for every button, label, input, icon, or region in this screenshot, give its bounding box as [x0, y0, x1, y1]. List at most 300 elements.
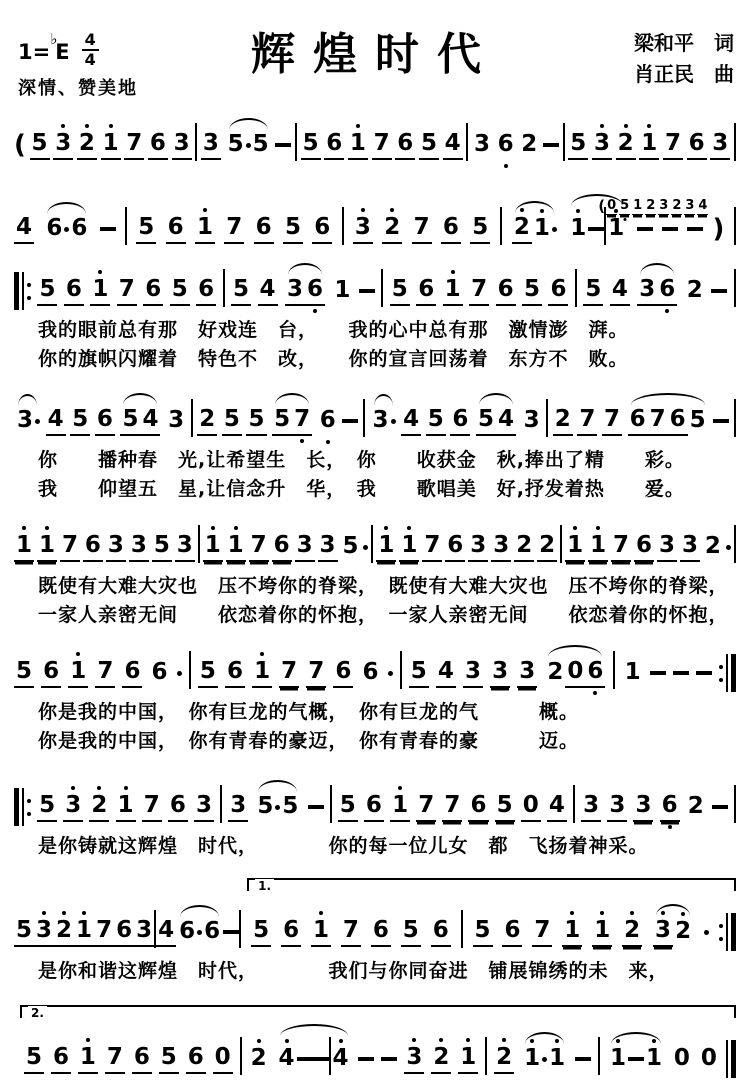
- note: 6: [628, 406, 648, 436]
- note: 1: [633, 198, 643, 213]
- note: 3: [172, 130, 192, 160]
- note: 5: [282, 793, 299, 819]
- note: 7: [60, 532, 80, 562]
- lyric-line: 我 仰望五 星,让信念升 华， 我 歌唱美 好,抒发着热 爱。: [38, 478, 685, 500]
- composer: 肖正民 曲: [634, 62, 734, 86]
- barline: [363, 399, 365, 443]
- dash: [381, 1057, 397, 1061]
- note: 6: [46, 215, 63, 241]
- barline: [125, 207, 127, 251]
- note: 6: [634, 532, 654, 562]
- note: 3: [175, 532, 195, 562]
- slur-arc: [370, 407, 397, 435]
- note: 5: [257, 793, 274, 819]
- barline: [546, 399, 548, 443]
- note: 2: [54, 917, 74, 947]
- note: 3: [710, 130, 730, 160]
- note: 7: [306, 658, 326, 688]
- note: 7: [95, 658, 115, 688]
- augmentation-dot: [363, 545, 368, 550]
- key-and-meter: [18, 29, 99, 69]
- note: 0: [700, 1045, 717, 1071]
- note: 3: [285, 276, 305, 306]
- barline: [295, 123, 297, 167]
- note-row: [14, 907, 736, 957]
- repeat-barline: [719, 654, 736, 692]
- augmentation-dot: [35, 419, 40, 424]
- dash: [342, 419, 358, 423]
- note: 3: [581, 792, 601, 822]
- note: 1: [390, 792, 410, 822]
- note-row: [14, 782, 736, 832]
- note: 3: [53, 130, 73, 160]
- barline: [198, 525, 200, 569]
- note: 3: [607, 792, 627, 822]
- music-system: [14, 197, 736, 254]
- dash: [359, 289, 375, 293]
- repeat-dots-icon: [27, 799, 31, 816]
- note: 7: [577, 406, 597, 436]
- note: 3: [680, 532, 700, 562]
- barline: [613, 651, 615, 695]
- barline: [598, 1037, 600, 1081]
- note: 7: [341, 917, 361, 947]
- note: 0: [213, 1044, 233, 1074]
- note: 6: [151, 659, 168, 685]
- note: 1: [226, 532, 246, 562]
- note: 5: [522, 276, 542, 306]
- barline: [240, 1037, 242, 1081]
- note: 3: [685, 198, 695, 213]
- note: 6: [186, 1044, 206, 1074]
- note: 7: [416, 792, 436, 822]
- note: 5: [252, 131, 269, 157]
- note: 3: [592, 130, 612, 160]
- note: 5: [689, 407, 706, 433]
- barline: [734, 269, 736, 313]
- note: 6: [687, 130, 707, 160]
- note: 3: [17, 407, 34, 433]
- note: 6: [333, 658, 353, 688]
- note-row: [14, 522, 736, 572]
- slur-arc: [652, 917, 694, 947]
- slur-arc: [627, 406, 709, 436]
- barline: [195, 123, 197, 167]
- augmentation-dot: [704, 930, 709, 935]
- note: 1: [399, 532, 419, 562]
- note: 3: [194, 792, 214, 822]
- note: 2: [675, 918, 692, 944]
- note: 6: [468, 792, 488, 822]
- lyric-line: 是你铸就这辉煌 时代， 你的每一位儿女 都 飞扬着神采。: [38, 835, 649, 857]
- flat-icon: ♭: [50, 29, 58, 48]
- note: 6: [83, 532, 103, 562]
- note: 4: [140, 406, 160, 436]
- note: 5: [37, 276, 57, 306]
- dash: [313, 1057, 329, 1061]
- note: 6: [371, 917, 391, 947]
- note: 2: [512, 214, 532, 244]
- note: 1: [348, 130, 368, 160]
- music-system: [14, 522, 736, 630]
- note: 1: [252, 658, 272, 688]
- note: 3: [168, 407, 185, 433]
- barline: [734, 123, 736, 167]
- note: 6: [362, 659, 379, 685]
- note: 7: [105, 1044, 125, 1074]
- note: 3: [134, 917, 154, 947]
- dash: [275, 143, 291, 147]
- repeat-dots-icon: [719, 924, 723, 941]
- note: 6: [51, 1044, 71, 1074]
- slur-arc: [254, 793, 301, 821]
- note: 6: [660, 792, 680, 822]
- barline: [726, 1040, 736, 1078]
- barline: [560, 525, 562, 569]
- note: 1: [443, 276, 463, 306]
- note: 6: [548, 276, 568, 306]
- note: 3: [34, 917, 54, 947]
- note: 5: [159, 1044, 179, 1074]
- music-system: [14, 648, 736, 756]
- dash: [712, 805, 728, 809]
- dash: [662, 227, 678, 231]
- barline: [461, 910, 463, 954]
- slur-arc: [475, 406, 517, 436]
- slur-arc: [567, 197, 708, 251]
- repeat-dots-icon: [27, 283, 31, 300]
- note: 0: [521, 792, 541, 822]
- dash: [358, 1057, 374, 1061]
- note: 3: [657, 532, 677, 562]
- note: 4: [401, 406, 421, 436]
- key-signature: 1=♭E: [18, 29, 70, 64]
- note: 6: [324, 130, 344, 160]
- dash: [543, 143, 559, 147]
- note: 3: [463, 658, 483, 688]
- note: 7: [648, 406, 668, 436]
- note: 1: [624, 659, 641, 685]
- note: 1: [68, 658, 88, 688]
- lyricist: 梁和平 词: [634, 31, 734, 55]
- lyric-line: 你是我的中国， 你有青春的豪迈， 你有青春的豪 迈。: [38, 730, 580, 752]
- note: 1: [311, 917, 331, 947]
- note: 1: [74, 917, 94, 947]
- note: 3: [404, 1044, 424, 1074]
- note: 6: [71, 215, 88, 241]
- barline: [734, 785, 736, 829]
- note: 6: [166, 214, 186, 244]
- note: 7: [279, 658, 299, 688]
- note: 6: [204, 918, 221, 944]
- slur-arc: [521, 1045, 568, 1073]
- note: 3: [653, 917, 673, 947]
- note: 1: [101, 130, 121, 160]
- note: 1: [608, 215, 625, 241]
- note: 6: [179, 918, 196, 944]
- augmentation-dot: [388, 671, 393, 676]
- note: 5: [476, 406, 496, 436]
- note: 1: [116, 792, 136, 822]
- note: 3: [353, 214, 373, 244]
- note: 1: [376, 532, 396, 562]
- note: 3: [106, 532, 126, 562]
- note: 5: [338, 792, 358, 822]
- note: 6: [497, 131, 514, 157]
- note: 2: [514, 532, 534, 562]
- music-system: [14, 266, 736, 374]
- note: 7: [224, 214, 244, 244]
- note: 5: [583, 276, 603, 306]
- barline: [330, 785, 332, 829]
- note: 3: [129, 532, 149, 562]
- note: 5: [426, 406, 446, 436]
- dash: [687, 227, 703, 231]
- note: 1: [37, 532, 57, 562]
- note: 5: [152, 532, 172, 562]
- note: 1: [565, 532, 585, 562]
- note: 4: [436, 658, 456, 688]
- slur-arc: [14, 407, 41, 435]
- note: 6: [114, 917, 134, 947]
- note: 3: [228, 792, 248, 822]
- repeat-barline: [14, 272, 31, 310]
- note-row: [14, 648, 736, 698]
- note: 6: [668, 406, 688, 436]
- barline: [371, 525, 373, 569]
- augmentation-dot: [177, 671, 182, 676]
- dash: [673, 671, 689, 675]
- note: 6: [319, 407, 336, 433]
- note: 3: [491, 532, 511, 562]
- note: 7: [469, 276, 489, 306]
- lyric-line: 你是我的中国， 你有巨龙的气概， 你有巨龙的气 概。: [38, 701, 580, 723]
- note: 6: [364, 792, 384, 822]
- note: 3: [318, 532, 338, 562]
- slur-arc: [544, 658, 606, 688]
- augmentation-dot: [391, 419, 396, 424]
- barline: [381, 269, 383, 313]
- volta-bracket: [24, 1037, 736, 1081]
- dash: [308, 805, 324, 809]
- slur-arc: [225, 131, 272, 159]
- barline: [500, 207, 502, 251]
- augmentation-dot: [552, 227, 557, 232]
- note: 6: [254, 214, 274, 244]
- note: 3: [523, 407, 540, 433]
- note: 5: [14, 658, 34, 688]
- barline: [734, 525, 736, 569]
- barline: [223, 269, 225, 313]
- dash: [713, 419, 729, 423]
- note: 0: [607, 198, 617, 213]
- note: 3: [295, 532, 315, 562]
- note: 3: [372, 407, 389, 433]
- dash: [297, 1057, 313, 1061]
- note: 5: [409, 658, 429, 688]
- note: 5: [14, 917, 34, 947]
- score-body: [14, 120, 736, 1084]
- note: 1: [562, 917, 582, 947]
- slur-arc: [276, 1037, 352, 1081]
- note: 2: [547, 659, 564, 685]
- note: 1: [14, 532, 34, 562]
- note: 1: [570, 215, 587, 241]
- barline: [734, 399, 736, 443]
- note: 5: [222, 406, 242, 436]
- dash: [223, 930, 239, 934]
- note: 5: [227, 131, 244, 157]
- repeat-dots-icon: [719, 665, 723, 682]
- dash: [637, 227, 653, 231]
- slur-arc: [284, 276, 326, 306]
- note: 5: [390, 276, 410, 306]
- note: 6: [445, 532, 465, 562]
- note: 5: [620, 198, 630, 213]
- music-system: [14, 782, 736, 861]
- note: 6: [168, 792, 188, 822]
- note: 7: [611, 532, 631, 562]
- note: 3: [517, 658, 537, 688]
- barline: [573, 785, 575, 829]
- note: 2: [77, 130, 97, 160]
- repeat-barline: [719, 913, 736, 951]
- note: 2: [686, 277, 703, 303]
- note: 7: [532, 917, 552, 947]
- parenthesis: (: [598, 197, 606, 215]
- repeat-barline: [14, 788, 31, 826]
- note: 5: [419, 130, 439, 160]
- barline: [575, 269, 577, 313]
- note-row: [14, 266, 736, 316]
- note: 6: [41, 658, 61, 688]
- note: 5: [495, 792, 515, 822]
- note: 4: [332, 1045, 349, 1071]
- note: 5: [30, 130, 50, 160]
- note: 6: [95, 406, 115, 436]
- music-system: [14, 396, 736, 504]
- note: 1: [203, 532, 223, 562]
- note: 6: [281, 917, 301, 947]
- note: 3: [633, 792, 653, 822]
- note: 1: [334, 277, 351, 303]
- dash: [575, 1057, 591, 1061]
- note: 7: [422, 532, 442, 562]
- note: 1: [609, 1045, 626, 1071]
- note: 3: [490, 658, 510, 688]
- note: 3: [659, 198, 669, 213]
- note: 7: [292, 406, 312, 436]
- note: 4: [14, 214, 34, 244]
- note: 4: [46, 406, 66, 436]
- note: 1: [549, 1045, 566, 1071]
- tempo-marking: 深情、赞美地: [18, 78, 138, 99]
- note: 2: [250, 1045, 267, 1071]
- note: 5: [301, 130, 321, 160]
- note: 1: [195, 214, 215, 244]
- note: 2: [537, 532, 557, 562]
- dash: [588, 227, 604, 231]
- note: 2: [431, 1044, 451, 1074]
- slur-arc: [176, 918, 223, 946]
- time-signature: 4 4: [82, 32, 99, 68]
- dash: [100, 227, 116, 231]
- barline: [400, 651, 402, 695]
- note: 5: [401, 917, 421, 947]
- note: 6: [132, 1044, 152, 1074]
- note: 3: [473, 131, 490, 157]
- credits: [634, 28, 734, 90]
- note: 6: [496, 276, 516, 306]
- slur-arc: [271, 406, 313, 436]
- dash: [628, 1057, 644, 1061]
- lyric-line: 一家人亲密无间 依恋着你的怀抱， 一家人亲密无间 依恋着你的怀抱，: [38, 604, 729, 626]
- note: 1: [639, 130, 659, 160]
- note: 5: [272, 406, 292, 436]
- note: 5: [283, 214, 303, 244]
- note: 1: [588, 532, 608, 562]
- note: 6: [441, 214, 461, 244]
- note: 3: [468, 532, 488, 562]
- note: 7: [249, 532, 269, 562]
- lyric-line: 既使有大难大灾也 压不垮你的脊梁， 既使有大难大灾也 压不垮你的脊梁，: [38, 575, 729, 597]
- note: 6: [502, 917, 522, 947]
- note: 2: [494, 1044, 514, 1074]
- note: 7: [372, 130, 392, 160]
- note: 2: [553, 406, 573, 436]
- note: 4: [258, 276, 278, 306]
- note: 7: [94, 917, 114, 947]
- note: 5: [120, 406, 140, 436]
- note: 7: [117, 276, 137, 306]
- note: 2: [704, 533, 721, 559]
- note: 2: [616, 130, 636, 160]
- note: 5: [251, 917, 271, 947]
- note: 6: [450, 406, 470, 436]
- note: 6: [312, 214, 332, 244]
- slur-arc: [636, 276, 678, 306]
- note: 2: [646, 198, 656, 213]
- score-header: [14, 8, 736, 108]
- barline: [239, 910, 241, 954]
- note: 6: [225, 658, 245, 688]
- note: 3: [63, 792, 83, 822]
- note: 3: [201, 130, 221, 160]
- slur-arc: [119, 406, 161, 436]
- note: 2: [382, 214, 402, 244]
- note: 1: [90, 276, 110, 306]
- barline: [189, 651, 191, 695]
- barline: [342, 207, 344, 251]
- note: 6: [272, 532, 292, 562]
- note-row: [14, 1034, 736, 1084]
- note: 6: [64, 276, 84, 306]
- barline: [220, 785, 222, 829]
- note: 7: [142, 792, 162, 822]
- note: 6: [122, 658, 142, 688]
- note: 7: [124, 130, 144, 160]
- page-title: 辉煌时代: [251, 29, 499, 80]
- note: 4: [443, 130, 463, 160]
- note: 2: [687, 793, 704, 819]
- dash: [711, 289, 727, 293]
- slur-arc: [43, 215, 90, 243]
- note-row: [14, 197, 736, 254]
- music-system: [14, 120, 736, 170]
- note: 1: [78, 1044, 98, 1074]
- note: 4: [698, 198, 708, 213]
- barline: [191, 399, 193, 443]
